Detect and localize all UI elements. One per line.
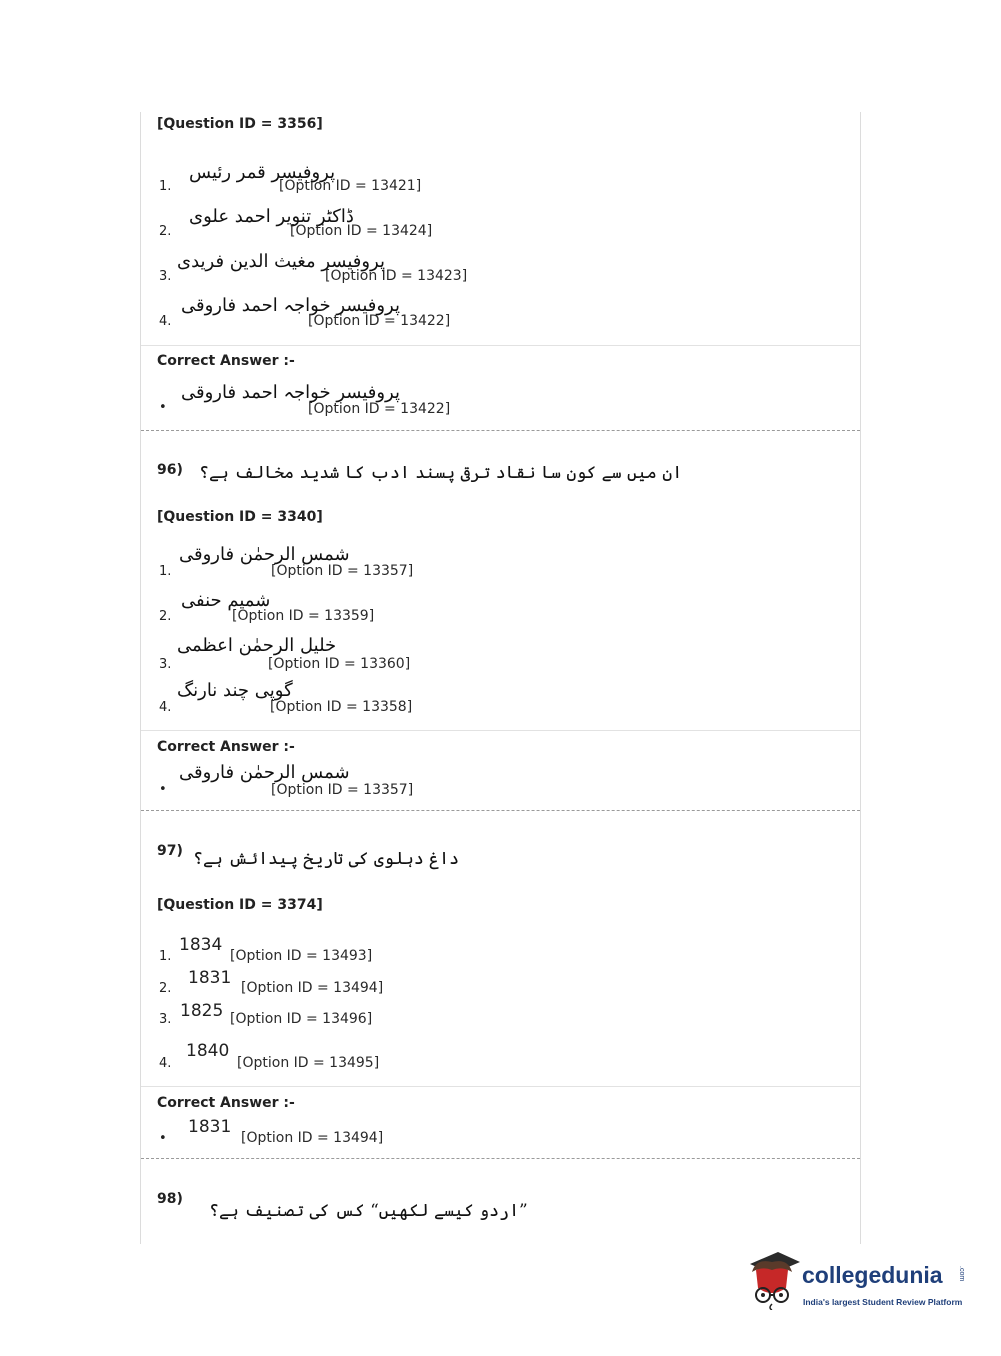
- option-number: 3.: [159, 269, 172, 284]
- option-number: 1.: [159, 564, 172, 579]
- correct-answer-text: شمس الرحمٰن فاروقی: [179, 762, 350, 783]
- divider: [141, 730, 860, 731]
- collegedunia-logo: [742, 1248, 967, 1318]
- question-separator: [141, 430, 860, 431]
- correct-answer-option-id: [Option ID = 13357]: [271, 782, 414, 798]
- correct-answer-text: پروفیسر خواجہ احمد فاروقی: [181, 382, 400, 403]
- option-id: [Option ID = 13358]: [270, 699, 413, 715]
- option-number: 1.: [159, 179, 172, 194]
- option-text: پروفیسر خواجہ احمد فاروقی: [181, 295, 400, 316]
- answer-bullet: •: [159, 400, 167, 415]
- option-number: 3.: [159, 1012, 172, 1027]
- question-id: [Question ID = 3356]: [157, 116, 323, 132]
- question-number: 98): [157, 1191, 183, 1207]
- question-text: ”اردو کیسے لکھیں“ کس کی تصنیف ہے؟: [209, 1201, 528, 1221]
- question-id: [Question ID = 3374]: [157, 897, 323, 913]
- option-id: [Option ID = 13495]: [237, 1055, 380, 1071]
- option-text: پروفیسر قمر رئیس: [189, 162, 336, 183]
- option-text: 1834: [179, 935, 223, 955]
- question-separator: [141, 1158, 860, 1159]
- option-number: 2.: [159, 224, 172, 239]
- answer-bullet: •: [159, 782, 167, 797]
- option-text: 1840: [186, 1041, 230, 1061]
- option-id: [Option ID = 13424]: [290, 223, 433, 239]
- option-text: شمیم حنفی: [181, 590, 271, 611]
- question-id: [Question ID = 3340]: [157, 509, 323, 525]
- mascot-icon: [742, 1248, 802, 1310]
- option-text: خلیل الرحمٰن اعظمی: [177, 635, 337, 656]
- option-number: 2.: [159, 981, 172, 996]
- option-number: 4.: [159, 700, 172, 715]
- correct-answer-option-id: [Option ID = 13422]: [308, 401, 451, 417]
- correct-answer-text: 1831: [188, 1117, 232, 1137]
- option-number: 4.: [159, 1056, 172, 1071]
- option-id: [Option ID = 13360]: [268, 656, 411, 672]
- question-text: ان میں سے کون سا نقاد ترقی پسند ادب کا شدید مخالف ہے؟: [199, 463, 683, 483]
- brand-name: collegedunia: [802, 1262, 943, 1288]
- option-number: 3.: [159, 657, 172, 672]
- correct-answer-option-id: [Option ID = 13494]: [241, 1130, 384, 1146]
- correct-answer-label: Correct Answer :-: [157, 1095, 295, 1111]
- option-id: [Option ID = 13422]: [308, 313, 451, 329]
- question-number: 97): [157, 843, 183, 859]
- question-number: 96): [157, 462, 183, 478]
- option-id: [Option ID = 13496]: [230, 1011, 373, 1027]
- question-paper-page: [140, 112, 861, 1244]
- option-text: 1831: [188, 968, 232, 988]
- correct-answer-label: Correct Answer :-: [157, 739, 295, 755]
- option-id: [Option ID = 13423]: [325, 268, 468, 284]
- brand-tagline: India's largest Student Review Platform: [803, 1297, 963, 1307]
- option-id: [Option ID = 13421]: [279, 178, 422, 194]
- question-text: داغ دہلوی کی تاریخ پیدائش ہے؟: [193, 849, 460, 869]
- option-text: گوپی چند نارنگ: [177, 680, 293, 701]
- option-number: 2.: [159, 609, 172, 624]
- option-number: 4.: [159, 314, 172, 329]
- option-text: 1825: [180, 1001, 224, 1021]
- option-id: [Option ID = 13494]: [241, 980, 384, 996]
- correct-answer-label: Correct Answer :-: [157, 353, 295, 369]
- divider: [141, 345, 860, 346]
- option-text: شمس الرحمٰن فاروقی: [179, 544, 350, 565]
- option-text: پروفیسر مغیث الدین فریدی: [177, 251, 385, 272]
- brand-suffix: .com: [958, 1266, 965, 1282]
- question-separator: [141, 810, 860, 811]
- option-number: 1.: [159, 949, 172, 964]
- answer-bullet: •: [159, 1131, 167, 1146]
- option-id: [Option ID = 13357]: [271, 563, 414, 579]
- option-id: [Option ID = 13359]: [232, 608, 375, 624]
- divider: [141, 1086, 860, 1087]
- option-text: ڈاکٹر تنویر احمد علوی: [189, 206, 354, 227]
- option-id: [Option ID = 13493]: [230, 948, 373, 964]
